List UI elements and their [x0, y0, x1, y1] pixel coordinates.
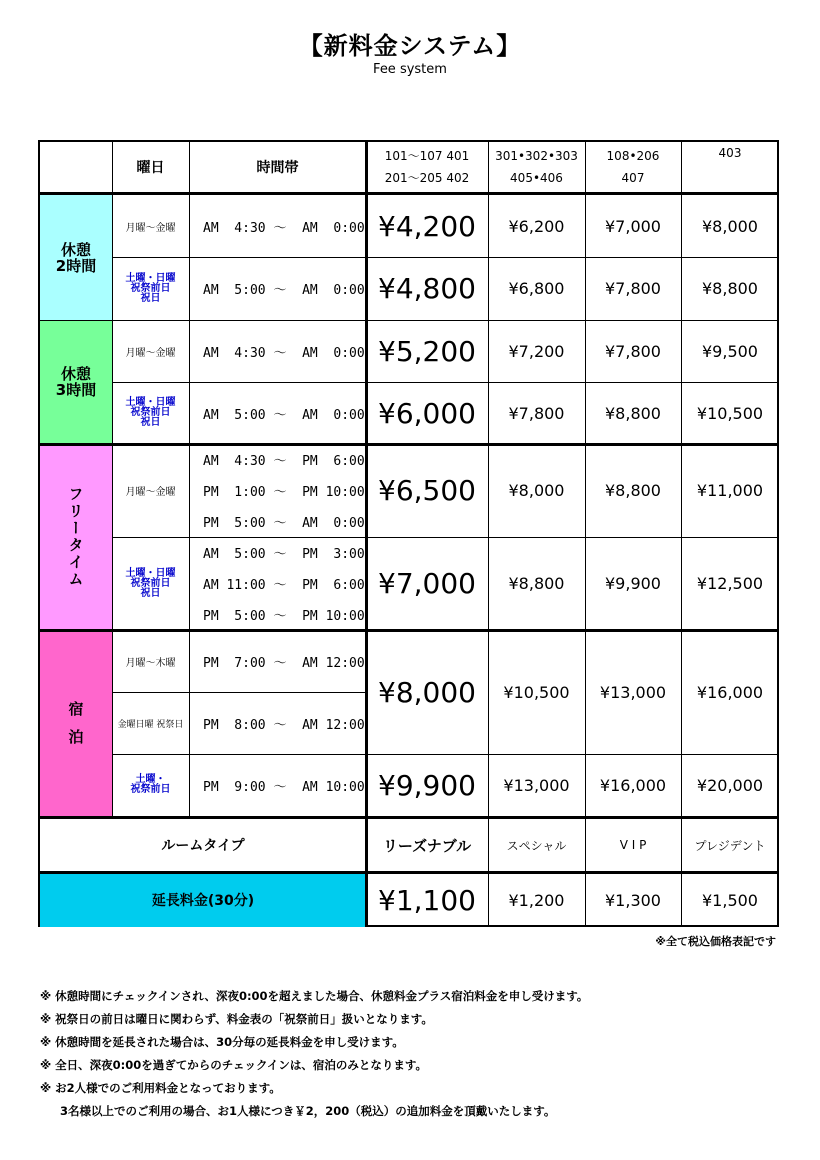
divider: [40, 443, 777, 446]
free-weekday-price-1: ¥6,500: [378, 474, 476, 507]
tax-note: ※全て税込価格表記です: [655, 935, 776, 948]
divider: [112, 142, 113, 816]
stay-row2-time: PM 8:00 ～ AM 12:00: [203, 717, 365, 733]
free-weekday-day: 月曜～金曜: [125, 487, 176, 498]
rest3-weekday-price-1: ¥5,200: [378, 334, 476, 368]
rest3-weekday-time: AM 4:30 ～ AM 0:00: [203, 345, 365, 361]
stay-category: [40, 630, 112, 816]
room-type-label: ルームタイプ: [161, 838, 245, 854]
stay-row3-price-3: ¥16,000: [599, 775, 667, 795]
rest2-weekend-time: AM 5:00 ～ AM 0:00: [203, 283, 365, 298]
extension-price-4: ¥1,500: [702, 890, 758, 910]
stay-price-1: ¥8,000: [378, 675, 476, 709]
divider: [112, 257, 777, 258]
divider: [112, 382, 777, 383]
divider: [585, 142, 586, 927]
rest3-category: [40, 320, 112, 444]
note-item: ※ 祝祭日の前日は曜日に関わらず、料金表の「祝祭前日」扱いとなります。: [40, 1012, 433, 1026]
rest2-weekday-price-3: ¥7,000: [605, 216, 661, 236]
extension-price-2: ¥1,200: [508, 890, 565, 910]
extension-price-1: ¥1,100: [378, 883, 476, 917]
stay-price-4: ¥16,000: [696, 682, 764, 702]
stay-price-3: ¥13,000: [599, 682, 667, 702]
note-item: 3名様以上でのご利用の場合、お1人様につき￥2，200（税込）の追加料金を頂戴いたします。: [60, 1104, 556, 1118]
rest2-weekend-day: 土曜・日曜 祝祭前日 祝日: [125, 272, 176, 304]
header-room2-line2: 405•406: [510, 171, 563, 185]
stay-row3-day: 土曜・ 祝祭前日: [130, 774, 171, 795]
header-room1-line2: 201～205 402: [384, 171, 470, 185]
header-room1-line1: 101～107 401: [384, 149, 470, 163]
free-weekend-price-1: ¥7,000: [378, 567, 476, 600]
free-category: [40, 444, 112, 630]
rest2-weekday-time: AM 4:30 ～ AM 0:00: [203, 220, 365, 236]
header-room1: [366, 142, 488, 192]
rest2-label: 休憩 2時間: [55, 240, 97, 275]
rest2-weekend-price-2: ¥6,800: [508, 279, 565, 298]
note-item: ※ お2人様でのご利用料金となっております。: [40, 1081, 281, 1095]
rest3-weekend-price-4: ¥10,500: [696, 403, 764, 423]
rest3-weekday-price-3: ¥7,800: [605, 341, 661, 361]
note-item: ※ 全日、深夜0:00を過ぎてからのチェックインは、宿泊のみとなります。: [40, 1058, 427, 1072]
note-item: ※ 休憩時間を延長された場合は、30分毎の延長料金を申し受けます。: [40, 1035, 404, 1049]
divider: [488, 142, 489, 927]
header-room3-line1: 108•206: [606, 149, 660, 163]
rest2-weekday-price-4: ¥8,000: [702, 216, 758, 236]
rest3-weekend-price-2: ¥7,800: [508, 403, 565, 423]
rest3-weekend-day: 土曜・日曜 祝祭前日 祝日: [125, 397, 176, 428]
rest2-weekend-price-4: ¥8,800: [702, 279, 758, 298]
room-type-3: V I P: [619, 838, 647, 852]
page-title: 【新料金システム】: [298, 32, 522, 60]
extension-label-cell: [40, 873, 366, 927]
rest3-weekday-price-4: ¥9,500: [702, 341, 758, 361]
divider: [365, 142, 368, 927]
free-weekend-time-3: PM 5:00 ～ PM 10:00: [203, 609, 365, 624]
page-subtitle: Fee system: [373, 62, 447, 77]
room-type-2: スペシャル: [506, 838, 567, 853]
free-weekday-time-3: PM 5:00 ～ AM 0:00: [203, 516, 365, 531]
stay-price-2: ¥10,500: [503, 682, 570, 702]
rest2-weekday-price-2: ¥6,200: [508, 216, 565, 236]
free-weekday-time-1: AM 4:30 ～ PM 6:00: [203, 454, 365, 469]
free-weekend-time-2: AM 11:00 ～ PM 6:00: [203, 578, 365, 593]
rest3-weekend-price-1: ¥6,000: [378, 396, 476, 430]
divider: [40, 320, 777, 321]
divider: [189, 142, 190, 816]
rest2-weekend-price-1: ¥4,800: [378, 272, 476, 305]
divider: [112, 754, 777, 755]
free-weekday-price-3: ¥8,800: [605, 481, 661, 500]
free-weekend-price-4: ¥12,500: [696, 574, 764, 593]
note-item: ※ 休憩時間にチェックインされ、深夜0:00を超えました場合、休憩料金プラス宿泊料金を申し受けます。: [40, 989, 589, 1003]
free-weekday-price-4: ¥11,000: [696, 481, 764, 500]
rest3-weekday-day: 月曜～金曜: [125, 347, 176, 359]
divider: [40, 816, 777, 819]
extension-price-3: ¥1,300: [605, 890, 661, 910]
divider: [112, 537, 777, 538]
stay-row1-day: 月曜～木曜: [125, 657, 176, 669]
free-label: フリータイム: [66, 486, 85, 588]
stay-row2-day: 金曜日曜 祝祭日: [117, 719, 184, 730]
header-room3-line2: 407: [621, 171, 645, 185]
rest2-weekend-price-3: ¥7,800: [605, 279, 661, 298]
header-time: 時間帯: [256, 160, 299, 176]
rest3-weekend-time: AM 5:00 ～ AM 0:00: [203, 407, 365, 423]
free-weekend-price-2: ¥8,800: [508, 574, 565, 593]
header-room2-line1: 301•302•303: [495, 149, 578, 163]
rest2-category: [40, 195, 112, 320]
free-weekend-price-3: ¥9,900: [605, 574, 661, 593]
stay-label-1: 宿: [68, 700, 84, 718]
header-day: 曜日: [136, 160, 165, 176]
stay-row3-time: PM 9:00 ～ AM 10:00: [203, 779, 365, 795]
fee-table: [38, 140, 779, 927]
free-weekend-day: 土曜・日曜 祝祭前日 祝日: [125, 567, 176, 599]
extension-label: 延長料金(30分): [151, 893, 255, 909]
room-type-1: リーズナブル: [382, 836, 472, 855]
divider: [112, 692, 366, 693]
rest3-label: 休憩 3時間: [55, 365, 97, 399]
notes-list: [40, 985, 800, 1123]
rest2-weekday-day: 月曜～金曜: [125, 222, 176, 234]
free-weekday-time-2: PM 1:00 ～ PM 10:00: [203, 485, 365, 500]
divider: [681, 142, 682, 927]
rest3-weekend-price-3: ¥8,800: [605, 403, 661, 423]
room-type-4: プレジデント: [694, 838, 766, 853]
divider: [40, 871, 777, 874]
stay-row3-price-1: ¥9,900: [378, 768, 476, 802]
free-weekday-price-2: ¥8,000: [508, 481, 565, 500]
divider: [40, 192, 777, 195]
stay-row1-time: PM 7:00 ～ AM 12:00: [203, 655, 365, 671]
rest2-weekday-price-1: ¥4,200: [378, 209, 476, 243]
free-weekend-time-1: AM 5:00 ～ PM 3:00: [203, 547, 365, 562]
divider: [40, 629, 777, 632]
stay-label-2: 泊: [68, 728, 84, 746]
stay-row3-price-4: ¥20,000: [696, 775, 764, 795]
header-room3: [585, 142, 681, 192]
stay-row3-price-2: ¥13,000: [503, 775, 570, 795]
header-room2: [488, 142, 585, 192]
header-room4: 403: [718, 146, 742, 160]
rest3-weekday-price-2: ¥7,200: [508, 341, 565, 361]
